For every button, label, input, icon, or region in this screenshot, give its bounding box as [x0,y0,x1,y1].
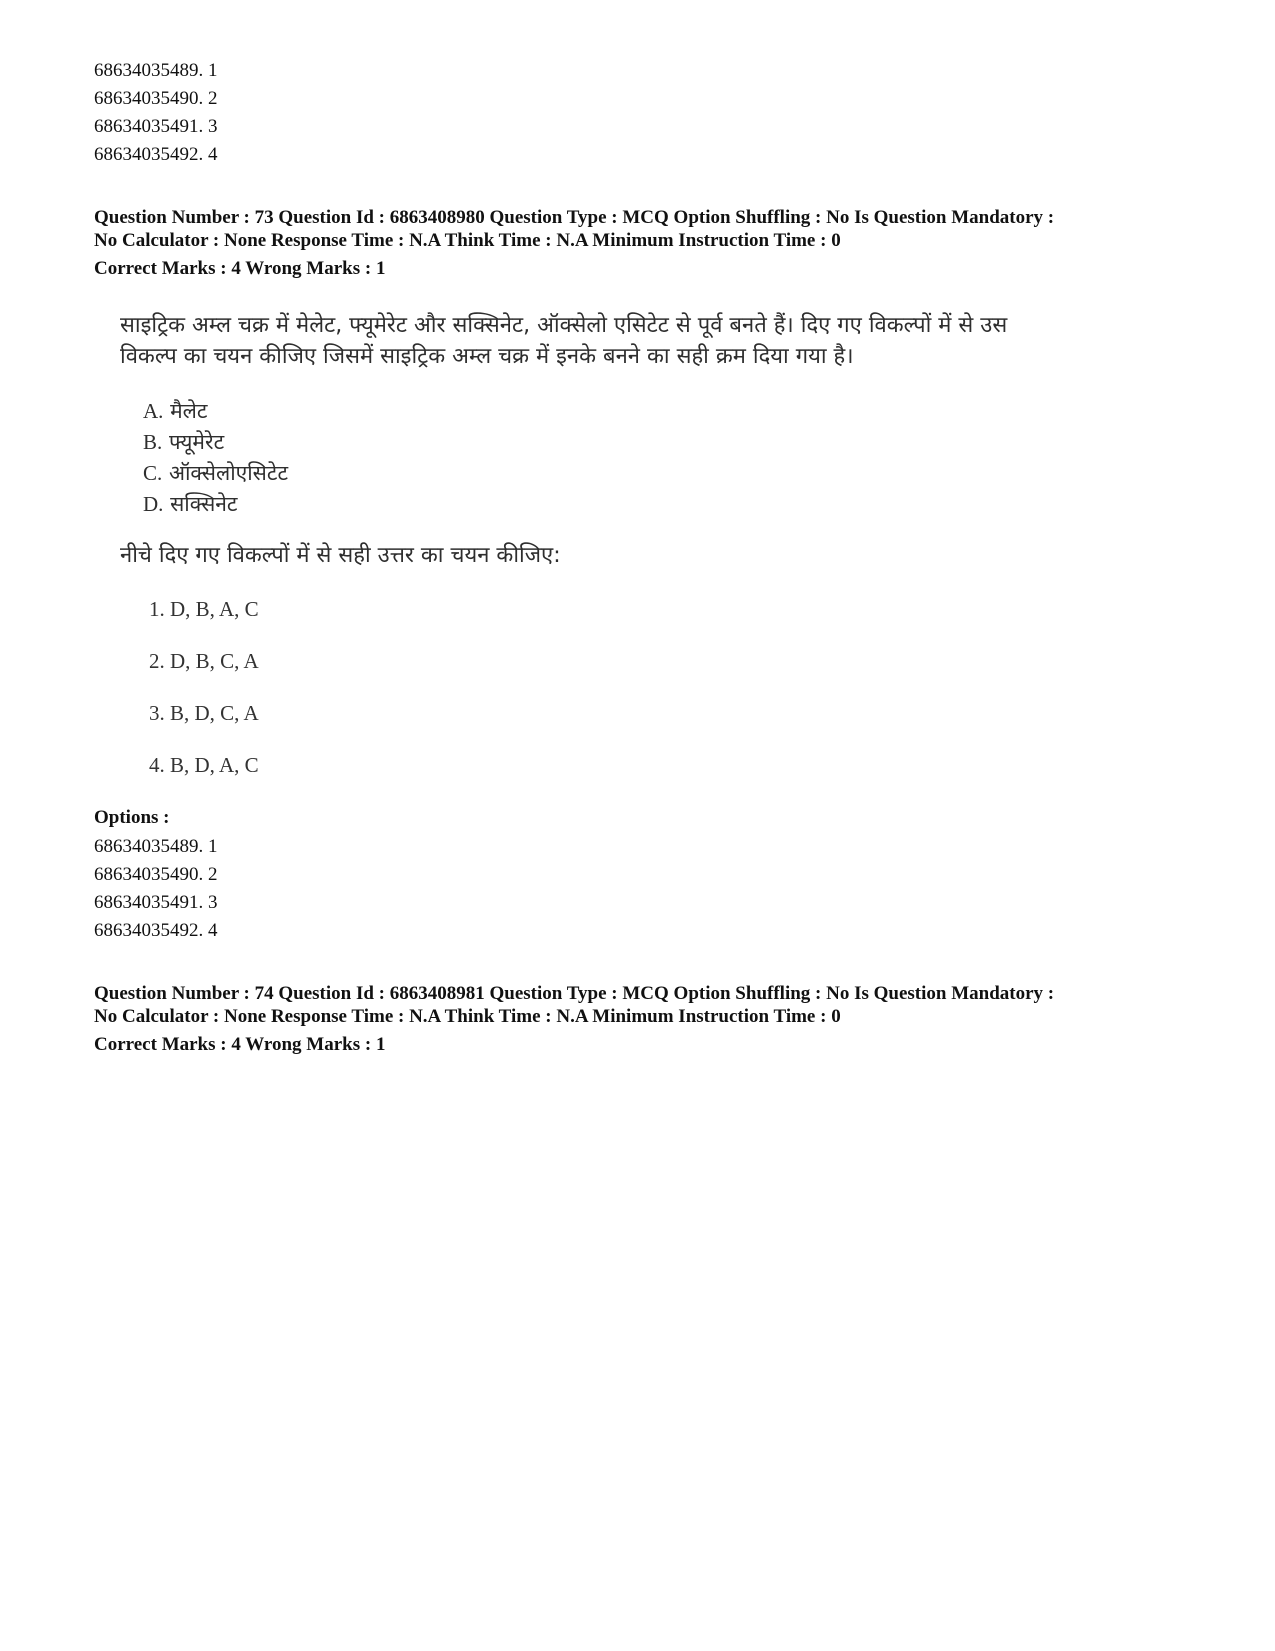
q73-meta-line-1: Question Number : 73 Question Id : 6863408980 Question Type : MCQ Option Shuffling : No Is Question Mandatory : [94,207,1055,228]
q73-item-d-text: सक्सिनेट [170,492,238,516]
q73-instruction: नीचे दिए गए विकल्पों में से सही उत्तर का चयन कीजिए: [120,543,561,568]
q73-options-label: Options : [94,807,170,828]
q73-item-c [143,458,288,488]
prev-option-3: 68634035491. 3 [94,116,218,137]
prev-option-4: 68634035492. 4 [94,144,218,165]
q73-choice-3: 3. B, D, C, A [149,701,259,725]
q73-choice-4: 4. B, D, A, C [149,753,259,777]
q73-option-1: 68634035489. 1 [94,836,218,857]
q73-question-line-2: विकल्प का चयन कीजिए जिसमें साइट्रिक अम्ल चक्र में इनके बनने का सही क्रम दिया गया है। [120,344,854,369]
q74-meta-line-1: Question Number : 74 Question Id : 6863408981 Question Type : MCQ Option Shuffling : No Is Question Mandatory : [94,983,1055,1004]
q73-option-2: 68634035490. 2 [94,864,218,885]
q73-choice-1: 1. D, B, A, C [149,597,259,621]
q73-marks: Correct Marks : 4 Wrong Marks : 1 [94,258,386,279]
q73-item-b-letter: B. [143,430,163,454]
q73-item-b-text: फ्यूमेरेट [168,430,225,454]
q73-meta-line-2: No Calculator : None Response Time : N.A Think Time : N.A Minimum Instruction Time : 0 [94,230,841,251]
q73-choice-2: 2. D, B, C, A [149,649,259,673]
q74-marks: Correct Marks : 4 Wrong Marks : 1 [94,1034,386,1055]
q73-item-a-letter: A. [143,399,164,423]
q73-item-d [143,489,238,519]
prev-option-2: 68634035490. 2 [94,88,218,109]
q73-option-3: 68634035491. 3 [94,892,218,913]
q73-item-d-letter: D. [143,492,164,516]
q73-item-a [143,396,208,426]
q73-item-c-letter: C. [143,461,163,485]
q73-item-b [143,427,224,457]
q73-option-4: 68634035492. 4 [94,920,218,941]
q74-meta-line-2: No Calculator : None Response Time : N.A Think Time : N.A Minimum Instruction Time : 0 [94,1006,841,1027]
prev-option-1: 68634035489. 1 [94,60,218,81]
q73-item-c-text: ऑक्सेलोएसिटेट [168,461,289,485]
q73-question-line-1: साइट्रिक अम्ल चक्र में मेलेट, फ्यूमेरेट और सक्सिनेट, ऑक्सेलो एसिटेट से पूर्व बनते हैं। दिए गए विकल्पों में से उस [120,313,1008,338]
q73-item-a-text: मैलेट [170,399,208,423]
